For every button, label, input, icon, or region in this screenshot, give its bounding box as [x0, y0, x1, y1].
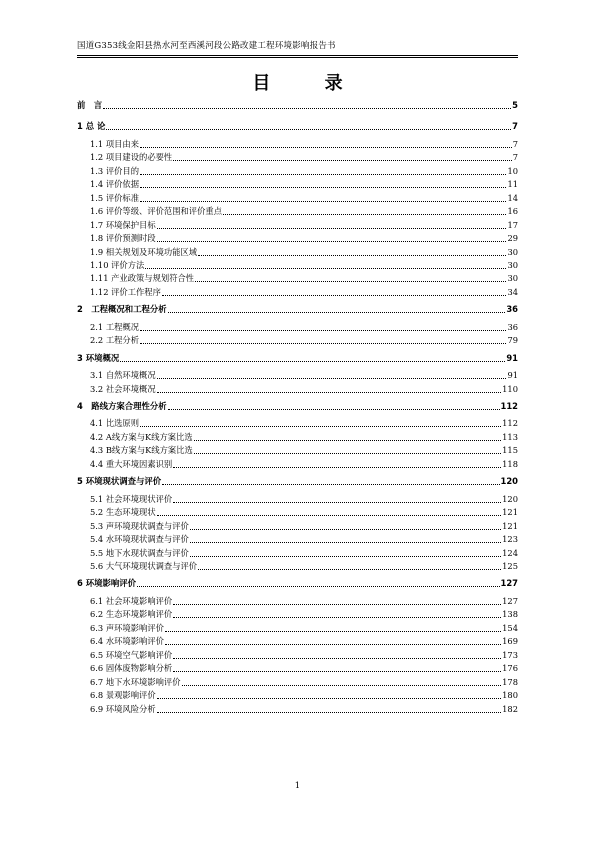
dot-leader: [157, 240, 507, 242]
toc-entry-page: 176: [502, 663, 518, 674]
toc-entry-page: 14: [507, 192, 518, 203]
toc-entry-page: 113: [502, 431, 518, 442]
dot-leader: [168, 311, 506, 313]
toc-subsection-entry: [90, 166, 518, 177]
dot-leader: [157, 227, 507, 229]
dot-leader: [223, 213, 506, 215]
toc-entry-label: 6.8 景观影响评价: [90, 690, 156, 700]
dot-leader: [173, 616, 501, 618]
toc-entry-label: 4 路线方案合理性分析: [77, 401, 167, 411]
dot-leader: [173, 501, 501, 503]
toc-subsection-entry: [90, 609, 518, 620]
toc-entry-label: 5.1 社会环境现状评价: [90, 493, 173, 504]
toc-subsection-entry: [90, 273, 518, 284]
dot-leader: [173, 603, 501, 605]
toc-entry-label: 3.1 自然环境概况: [90, 370, 156, 381]
toc-subsection-entry: [90, 521, 518, 532]
toc-subsection-entry: [90, 335, 518, 346]
toc-entry-page: 30: [507, 259, 518, 270]
toc-subsection-entry: [90, 507, 518, 518]
toc-entry-label: 4.3 B线方案与K线方案比选: [90, 445, 193, 456]
toc-entry-page: 79: [507, 335, 518, 346]
toc-entry-label: 1.3 评价目的: [90, 165, 140, 176]
toc-entry-page: 34: [507, 286, 518, 297]
toc-entry-label: 5.4 水环境现状调查与评价: [90, 534, 189, 544]
toc-entry-page: 36: [506, 304, 518, 315]
toc-entry-page: 29: [507, 233, 518, 244]
toc-entry-label: 1.10 评价方法: [90, 259, 145, 270]
dot-leader: [145, 267, 506, 269]
dot-leader: [162, 294, 507, 296]
toc-entry-label: 6.3 声环境影响评价: [90, 622, 164, 633]
toc-subsection-entry: [90, 152, 518, 163]
toc-entry-label: 2.1 工程概况: [90, 321, 140, 332]
toc-entry-label: 5.3 声环境现状调查与评价: [90, 520, 189, 531]
toc-entry-page: 7: [512, 121, 518, 132]
toc-section-entry: [77, 476, 518, 487]
dot-leader: [162, 483, 499, 485]
toc-subsection-entry: [90, 384, 518, 395]
toc-subsection-entry: [90, 704, 518, 715]
toc-subsection-entry: [90, 636, 518, 647]
dot-leader: [173, 670, 501, 672]
toc-entry-page: 30: [507, 273, 518, 284]
dot-leader: [157, 514, 502, 516]
toc-subsection-entry: [90, 690, 518, 701]
dot-leader: [140, 342, 506, 344]
toc-subsection-entry: [90, 193, 518, 204]
dot-leader: [168, 408, 500, 410]
toc-subsection-entry: [90, 663, 518, 674]
dot-leader: [157, 391, 502, 393]
toc-subsection-entry: [90, 233, 518, 244]
toc-entry-label: 5.5 地下水现状调查与评价: [90, 547, 189, 558]
toc-entry-page: 169: [502, 636, 518, 647]
toc-entry-label: 6.4 水环境影响评价: [90, 636, 164, 647]
dot-leader: [157, 697, 502, 699]
toc-entry-page: 118: [502, 458, 518, 469]
toc-entry-label: 5.6 大气环境现状调查与评价: [90, 560, 198, 571]
toc-subsection-entry: [90, 650, 518, 661]
dot-leader: [157, 711, 502, 713]
toc-entry-label: 1.2 项目建设的必要性: [90, 152, 173, 163]
dot-leader: [173, 159, 512, 161]
toc-section-entry: [77, 304, 518, 315]
dot-leader: [190, 541, 501, 543]
toc-entry-page: 112: [500, 401, 518, 411]
toc-entry-page: 10: [507, 165, 518, 176]
toc-entry-page: 17: [507, 219, 518, 230]
toc-entry-label: 3.2 社会环境概况: [90, 383, 156, 394]
toc-entry-label: 4.1 比选原则: [90, 418, 140, 429]
toc-entry-page: 138: [502, 609, 518, 620]
toc-subsection-entry: [90, 494, 518, 505]
toc-subsection-entry: [90, 322, 518, 333]
dot-leader: [194, 452, 501, 454]
toc-entry-label: 6.2 生态环境影响评价: [90, 609, 173, 620]
toc-entry-label: 1.5 评价标准: [90, 192, 140, 203]
toc-entry-label: 1 总 论: [77, 121, 106, 132]
toc-entry-label: 6.6 固体废物影响分析: [90, 663, 173, 674]
dot-leader: [140, 186, 506, 188]
dot-leader: [182, 684, 502, 686]
toc-entry-page: 5: [512, 100, 518, 110]
toc-entry-page: 16: [507, 206, 518, 217]
toc-entry-page: 121: [502, 507, 518, 518]
toc-entry-page: 123: [502, 534, 518, 544]
dot-leader: [140, 173, 506, 175]
toc-entry-label: 6.5 环境空气影响评价: [90, 649, 173, 660]
toc-entry-page: 127: [500, 578, 518, 589]
toc-entry-label: 6.1 社会环境影响评价: [90, 595, 173, 606]
page-number: 1: [294, 781, 301, 791]
dot-leader: [140, 200, 506, 202]
toc-entry-page: 121: [502, 520, 518, 531]
toc-section-entry: [77, 578, 518, 589]
running-header: 国道G353线金阳县热水河至西溪河段公路改建工程环境影响报告书: [77, 41, 336, 51]
toc-entry-page: 91: [506, 352, 518, 363]
toc-section-entry: [77, 401, 518, 412]
toc-entry-page: 110: [502, 383, 518, 394]
dot-leader: [157, 377, 507, 379]
toc-entry-page: 7: [512, 152, 518, 163]
toc-section-entry: [77, 100, 518, 111]
toc-entry-label: 3 环境概况: [77, 352, 120, 363]
header-rule-thin: [77, 57, 518, 58]
dot-leader: [140, 146, 512, 148]
toc-subsection-entry: [90, 220, 518, 231]
toc-entry-label: 1.12 评价工作程序: [90, 286, 161, 297]
toc-entry-page: 112: [502, 418, 518, 429]
toc-entry-label: 2 工程概况和工程分析: [77, 304, 167, 315]
toc-section-entry: [77, 353, 518, 364]
dot-leader: [198, 568, 501, 570]
toc-entry-page: 11: [507, 179, 518, 190]
dot-leader: [140, 425, 501, 427]
toc-entry-page: 115: [502, 445, 518, 456]
header-rule: [77, 55, 518, 56]
toc-entry-label: 6.9 环境风险分析: [90, 703, 156, 714]
dot-leader: [120, 360, 505, 362]
toc-subsection-entry: [90, 534, 518, 545]
toc-entry-page: 178: [502, 676, 518, 687]
toc-entry-label: 前 言: [77, 100, 103, 110]
toc-entry-label: 1.8 评价预测时段: [90, 233, 156, 244]
toc-entry-label: 5 环境现状调查与评价: [77, 476, 162, 487]
toc-subsection-entry: [90, 677, 518, 688]
toc-entry-label: 1.7 环境保护目标: [90, 219, 156, 230]
toc-entry-page: 182: [502, 703, 518, 714]
dot-leader: [140, 329, 506, 331]
dot-leader: [195, 280, 506, 282]
page-title: 目 录: [252, 73, 367, 94]
toc-subsection-entry: [90, 206, 518, 217]
toc-entry-label: 6 环境影响评价: [77, 578, 136, 589]
dot-leader: [190, 528, 501, 530]
toc-subsection-entry: [90, 432, 518, 443]
toc-entry-page: 124: [502, 547, 518, 558]
toc-entry-page: 127: [502, 595, 518, 606]
dot-leader: [173, 657, 501, 659]
toc-entry-page: 120: [502, 493, 518, 504]
dot-leader: [165, 630, 501, 632]
dot-leader: [173, 466, 501, 468]
dot-leader: [103, 107, 511, 109]
dot-leader: [198, 254, 506, 256]
toc-entry-page: 91: [507, 370, 518, 381]
toc-entry-label: 5.2 生态环境现状: [90, 507, 156, 518]
toc-entry-page: 30: [507, 246, 518, 257]
dot-leader: [137, 585, 500, 587]
toc-entry-label: 1.9 相关规划及环境功能区域: [90, 246, 198, 257]
toc-subsection-entry: [90, 459, 518, 470]
toc-subsection-entry: [90, 548, 518, 559]
toc-subsection-entry: [90, 287, 518, 298]
toc-entry-label: 6.7 地下水环境影响评价: [90, 676, 181, 687]
toc-entry-label: 1.11 产业政策与规划符合性: [90, 273, 195, 284]
dot-leader: [165, 643, 501, 645]
toc-entry-page: 173: [502, 649, 518, 660]
toc-subsection-entry: [90, 418, 518, 429]
toc-entry-label: 1.6 评价等级、评价范围和评价重点: [90, 206, 222, 217]
toc-entry-label: 1.4 评价依据: [90, 179, 140, 190]
toc-subsection-entry: [90, 139, 518, 150]
toc-entry-page: 125: [502, 560, 518, 571]
toc-entry-label: 4.2 A线方案与K线方案比选: [90, 431, 193, 442]
toc-entry-label: 2.2 工程分析: [90, 335, 140, 346]
toc-subsection-entry: [90, 179, 518, 190]
toc-entry-page: 180: [502, 690, 518, 700]
toc-entry-label: 1.1 项目由来: [90, 138, 140, 149]
toc-subsection-entry: [90, 247, 518, 258]
toc-subsection-entry: [90, 370, 518, 381]
toc-entry-page: 154: [502, 622, 518, 633]
toc-subsection-entry: [90, 561, 518, 572]
dot-leader: [194, 439, 501, 441]
dot-leader: [190, 555, 501, 557]
toc-entry-page: 7: [512, 138, 518, 149]
toc-entry-page: 36: [507, 321, 518, 332]
toc-subsection-entry: [90, 596, 518, 607]
toc-entry-label: 4.4 重大环境因素识别: [90, 458, 173, 469]
toc-entry-page: 120: [500, 476, 518, 487]
toc-subsection-entry: [90, 260, 518, 271]
toc-section-entry: [77, 121, 518, 132]
toc-subsection-entry: [90, 623, 518, 634]
toc-subsection-entry: [90, 445, 518, 456]
dot-leader: [106, 128, 511, 130]
